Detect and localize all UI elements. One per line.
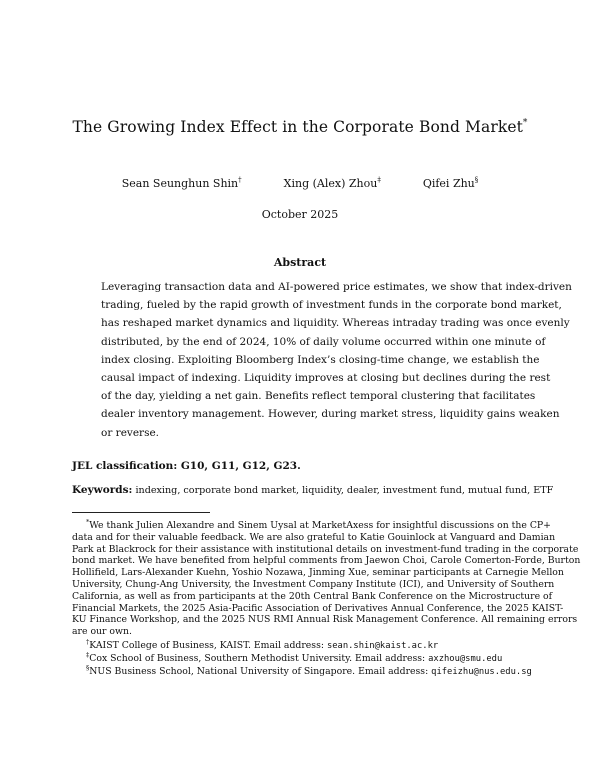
- footnote-line: Hollifield, Lars-Alexander Kuehn, Yoshio Nozawa, Jinming Xue, seminar participants at Carnegie Mellon: [72, 567, 564, 579]
- author-3-mark: §: [474, 176, 479, 184]
- abstract-line: distributed, by the end of 2024, 10% of daily volume occurred within one minute of: [101, 335, 546, 348]
- affiliation-1-mark: †: [86, 638, 90, 646]
- title-text: The Growing Index Effect in the Corporate Bond Market: [72, 118, 523, 136]
- affiliation-3-text: NUS Business School, National University of Singapore. Email address:: [89, 666, 432, 677]
- footnote-line: University, Chung-Ang University, the Investment Company Institute (ICI), and University of Southern: [72, 578, 555, 590]
- author-2-mark: ‡: [377, 176, 381, 184]
- footnote-rule: [72, 512, 210, 513]
- abstract-line: dealer inventory management. However, during market stress, liquidity gains weaken: [101, 408, 560, 421]
- abstract-line: Leveraging transaction data and AI-powered price estimates, we show that index-driven: [101, 281, 572, 293]
- footnote-line: Park at Blackrock for their assistance with institutional details on investment-fund trading in the corporate: [72, 543, 579, 555]
- keywords-label: Keywords:: [72, 484, 133, 496]
- footnote-thanks: [72, 517, 581, 638]
- affiliation-2-mark: ‡: [86, 651, 90, 659]
- author-2-name: Xing (Alex) Zhou: [283, 177, 378, 190]
- affiliation-3-mark: §: [86, 664, 90, 672]
- abstract-line: causal impact of indexing. Liquidity improves at closing but declines during the rest: [101, 372, 551, 385]
- paper-title: [0, 118, 600, 136]
- author-list: [0, 176, 600, 190]
- title-footnote-mark: *: [522, 118, 528, 128]
- footnote-line: bond market. We have benefited from helpful comments from Jaewon Choi, Carole Comerton-Forde, Burton: [72, 555, 581, 567]
- footnote-line: [72, 517, 551, 532]
- author-1: [122, 176, 242, 190]
- thanks-mark: *: [86, 518, 90, 526]
- author-1-mark: †: [238, 176, 242, 184]
- affiliation-3-email[interactable]: qifeizhu@nus.edu.sg: [431, 667, 532, 677]
- affiliation-2-email[interactable]: axzhou@smu.edu: [428, 654, 503, 664]
- abstract-line: or reverse.: [101, 426, 160, 439]
- footnote-affiliation-3: [72, 663, 532, 679]
- keywords-text: indexing, corporate bond market, liquidity, dealer, investment fund, mutual fund, ETF: [135, 485, 554, 496]
- abstract-line: index closing. Exploiting Bloomberg Index’s closing-time change, we establish the: [101, 353, 540, 366]
- abstract-line: trading, fueled by the rapid growth of investment funds in the corporate bond market,: [101, 299, 562, 312]
- footnote-line: are our own.: [72, 626, 132, 638]
- author-3: [423, 176, 478, 190]
- affiliation-1-text: KAIST College of Business, KAIST. Email address:: [89, 640, 327, 651]
- footnote-line: Financial Markets, the 2025 Asia-Pacific Association of Derivatives Annual Conference, the 2025 KAIST-: [72, 602, 564, 614]
- abstract-line: of the day, yielding a net gain. Benefits reflect temporal clustering that facilitates: [101, 390, 536, 403]
- author-2: [284, 176, 381, 190]
- keywords: [72, 484, 553, 496]
- abstract-heading: Abstract: [273, 256, 327, 269]
- footnote-line-text: We thank Julien Alexandre and Sinem Uysal at MarketAxess for insightful discussions on the CP+: [89, 520, 551, 531]
- footnote-line: [72, 663, 532, 679]
- jel-classification: JEL classification: G10, G11, G12, G23.: [72, 460, 301, 472]
- footnote-line: KU Finance Workshop, and the 2025 NUS RMI Annual Risk Management Conference. All remaining errors: [72, 614, 578, 626]
- affiliation-2-text: Cox School of Business, Southern Methodist University. Email address:: [89, 653, 429, 664]
- abstract-line: has reshaped market dynamics and liquidity. Whereas intraday trading was once evenly: [101, 317, 570, 330]
- author-3-name: Qifei Zhu: [422, 177, 475, 190]
- author-1-name: Sean Seunghun Shin: [121, 177, 239, 190]
- footnote-line: data and for their valuable feedback. We are also grateful to Katie Gouinlock at Vanguard and Damian: [72, 531, 556, 543]
- affiliation-1-email[interactable]: sean.shin@kaist.ac.kr: [326, 641, 439, 651]
- paper-date: October 2025: [261, 208, 339, 221]
- abstract-body: [101, 278, 572, 442]
- footnote-line: California, as well as from participants at the 20th Central Bank Conference on the Microstructure of: [72, 590, 553, 602]
